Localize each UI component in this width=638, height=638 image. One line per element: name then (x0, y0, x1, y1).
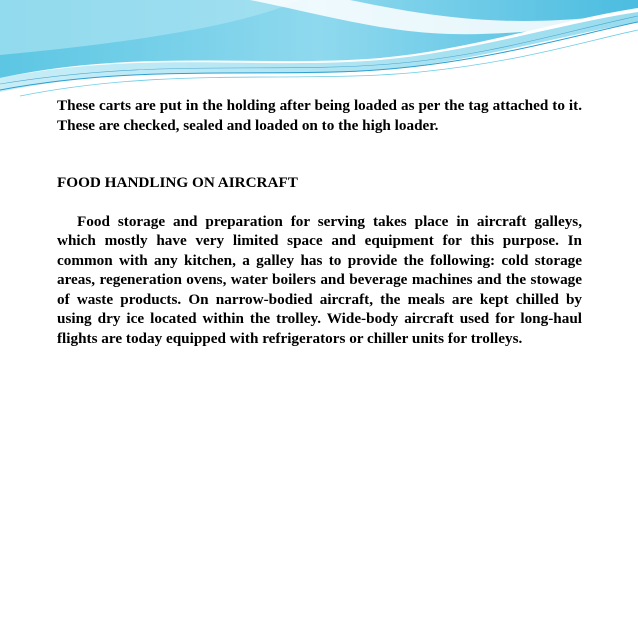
intro-paragraph: These carts are put in the holding after being loaded as per the tag attached to it. These are checked, sealed and loaded on to the high loader. (57, 97, 582, 134)
section-heading: FOOD HANDLING ON AIRCRAFT (57, 174, 298, 191)
slide-content (57, 96, 582, 348)
header-wave-decoration (0, 0, 638, 100)
body-paragraph: Food storage and preparation for serving takes place in aircraft galleys, which mostly have very limited space and equipment for this purpose. In common with any kitchen, a galley has to provide the following: cold storage areas, regeneration ovens, water boilers and beverage machines and the stowage of waste products. On narrow-bodied aircraft, the meals are kept chilled by using dry ice located within the trolley. Wide-body aircraft used for long-haul flights are today equipped with refrigerators or chiller units for trolleys. (57, 212, 582, 347)
